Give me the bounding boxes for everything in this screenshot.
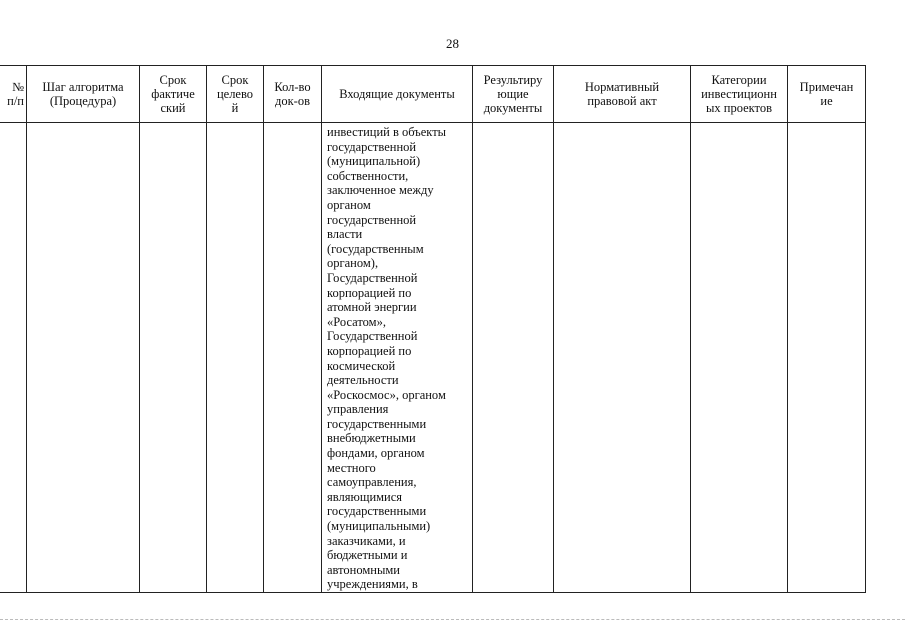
column-header-project-categories: Категории инвестиционн ых проектов [691,66,788,123]
cell-resulting-documents [473,123,554,593]
cell-actual-term [140,123,207,593]
cell-regulatory-act [554,123,691,593]
column-header-notes: Примечан ие [788,66,866,123]
column-header-number: № п/п [0,66,27,123]
incoming-documents-text: инвестиций в объекты государственной (муниципальной) собственности, заключенное между органом государственной власти (государственным органом), Государственной корпорацией по атомной энергии «Росатом», Государственной корпорацией по космической деятельности «Роскосмос», органом управления государственными внебюджетными фондами, органом местного самоуправления, являющимися государственными (муниципальными) заказчиками, и бюджетными и автономными учреждениями, в [327,125,447,592]
column-header-target-term: Срок целево й [207,66,264,123]
cell-number [0,123,27,593]
table-row [0,123,866,593]
cell-incoming-documents [322,123,473,593]
scan-edge-line [0,619,905,621]
column-header-incoming-documents: Входящие документы [322,66,473,123]
column-header-actual-term: Срок фактиче ский [140,66,207,123]
page-number: 28 [446,36,459,51]
cell-step [27,123,140,593]
cell-doc-count [264,123,322,593]
column-header-doc-count: Кол-во док-ов [264,66,322,123]
algorithm-table [0,65,866,593]
column-header-regulatory-act: Нормативный правовой акт [554,66,691,123]
column-header-resulting-documents: Результиру ющие документы [473,66,554,123]
cell-project-categories [691,123,788,593]
cell-target-term [207,123,264,593]
header-row [0,66,866,123]
column-header-step: Шаг алгоритма (Процедура) [27,66,140,123]
cell-notes [788,123,866,593]
